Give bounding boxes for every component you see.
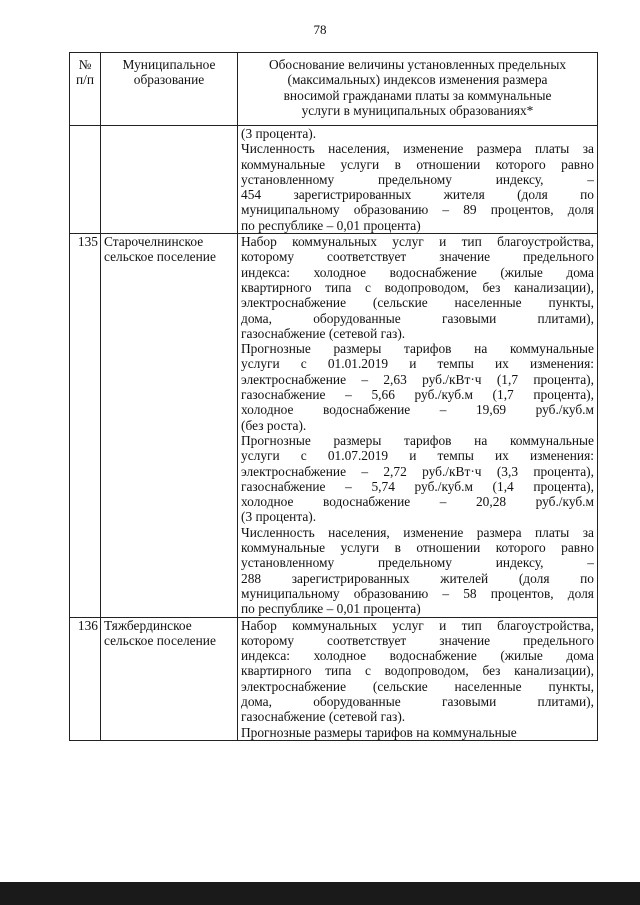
header-municipality-line-1: Муниципальное [122,57,216,72]
justification-paragraph [241,126,594,141]
justification-cell [238,617,598,740]
justification-paragraph [241,525,594,617]
row-number-cell [70,234,101,617]
municipality-cell [101,126,238,234]
header-justification-line-4: услуги в муниципальных образованиях* [301,102,534,118]
text-line: квартирного типа с водопроводом, без канализации), [241,663,594,679]
row-number: 136 [77,617,98,633]
header-municipality-line-2: образование [133,72,205,88]
text-line: 454 зарегистрированных жителя (доля по [241,187,594,203]
municipality-name-line: сельское поселение [104,632,216,648]
justification-paragraph [241,234,594,341]
text-line: газоснабжение – 5,74 руб./куб.м (1,4 процента), [241,478,594,494]
header-number-cell [70,53,101,126]
scan-bottom-edge [0,882,640,905]
text-line: Численность населения, изменение размера платы за [241,141,594,157]
page-number: 78 [313,22,327,37]
text-line: электроснабжение – 2,63 руб./кВт·ч (1,7 процента), [241,371,594,387]
text-line: газоснабжение – 5,66 руб./куб.м (1,7 процента), [241,387,594,403]
text-line: индекса: холодное водоснабжение (жилые дома [241,264,594,280]
text-line: газоснабжение (сетевой газ). [241,709,406,725]
text-line: электроснабжение – 2,72 руб./кВт·ч (3,3 процента), [241,463,594,479]
text-line: (без роста). [241,417,307,433]
header-justification-cell [238,53,598,126]
row-number: 135 [77,234,98,250]
table-row [70,126,598,234]
header-justification-line-2: (максимальных) индексов изменения размера [287,72,548,88]
text-line: (3 процента). [241,509,317,525]
text-line: по республике – 0,01 процента) [241,601,421,617]
text-line: холодное водоснабжение – 19,69 руб./куб.м [241,402,594,418]
text-line: холодное водоснабжение – 20,28 руб./куб.м [241,494,594,510]
text-line: электроснабжение (сельские населенные пункты, [241,295,594,311]
text-line: электроснабжение (сельские населенные пункты, [241,678,594,694]
municipality-name-line: Старочелнинское [104,234,204,250]
header-justification-line-1: Обоснование величины установленных предельных [268,57,567,72]
text-line: коммунальные услуги в отношении которого равно [241,156,594,172]
text-line: муниципальному образованию – 89 процентов, доля [241,202,594,218]
municipality-cell [101,617,238,740]
table-row [70,234,598,617]
text-line: установленному предельному индексу, – [241,555,594,571]
text-line: индекса: холодное водоснабжение (жилые дома [241,648,594,664]
table-header-row [70,53,598,126]
text-line: услуги с 01.07.2019 и темпы их изменения: [241,448,594,464]
text-line: 288 зарегистрированных жителей (доля по [241,570,594,586]
text-line: газоснабжение (сетевой газ). [241,325,406,341]
text-line: по республике – 0,01 процента) [241,217,421,233]
table-row [70,617,598,740]
text-line: квартирного типа с водопроводом, без канализации), [241,279,594,295]
text-line: Прогнозные размеры тарифов на коммунальные [241,724,517,740]
justification-paragraph [241,618,594,725]
justification-paragraph [241,725,594,740]
text-line: дома, оборудованные газовыми плитами), [241,310,594,326]
row-number-cell [70,617,101,740]
justification-cell [238,234,598,617]
text-line: услуги с 01.01.2019 и темпы их изменения: [241,356,594,372]
header-number-line-1: № [78,57,92,72]
text-line: дома, оборудованные газовыми плитами), [241,693,594,709]
text-line: муниципальному образованию – 58 процентов, доля [241,585,594,601]
row-number-cell [70,126,101,234]
justification-paragraph [241,433,594,525]
justification-cell [238,126,598,234]
text-line: Прогнозные размеры тарифов на коммунальные [241,341,594,357]
header-municipality-cell [101,53,238,126]
municipality-name-line: сельское поселение [104,249,216,265]
text-line: Численность населения, изменение размера платы за [241,524,594,540]
text-line: которому соответствует значение предельного [241,249,594,265]
text-line: установленному предельному индексу, – [241,171,594,187]
text-line: Набор коммунальных услуг и тип благоустройства, [241,617,594,633]
tariff-table [69,52,598,741]
municipality-name-line: Тяжбердинское [104,617,192,633]
text-line: (3 процента). [241,126,317,141]
text-line: коммунальные услуги в отношении которого равно [241,540,594,556]
justification-paragraph [241,341,594,433]
text-line: Набор коммунальных услуг и тип благоустройства, [241,234,594,250]
text-line: которому соответствует значение предельного [241,632,594,648]
municipality-cell [101,234,238,617]
text-line: Прогнозные размеры тарифов на коммунальные [241,432,594,448]
header-number-line-2: п/п [75,72,95,88]
justification-paragraph [241,141,594,233]
header-justification-line-3: вносимой гражданами платы за коммунальные [283,87,552,103]
